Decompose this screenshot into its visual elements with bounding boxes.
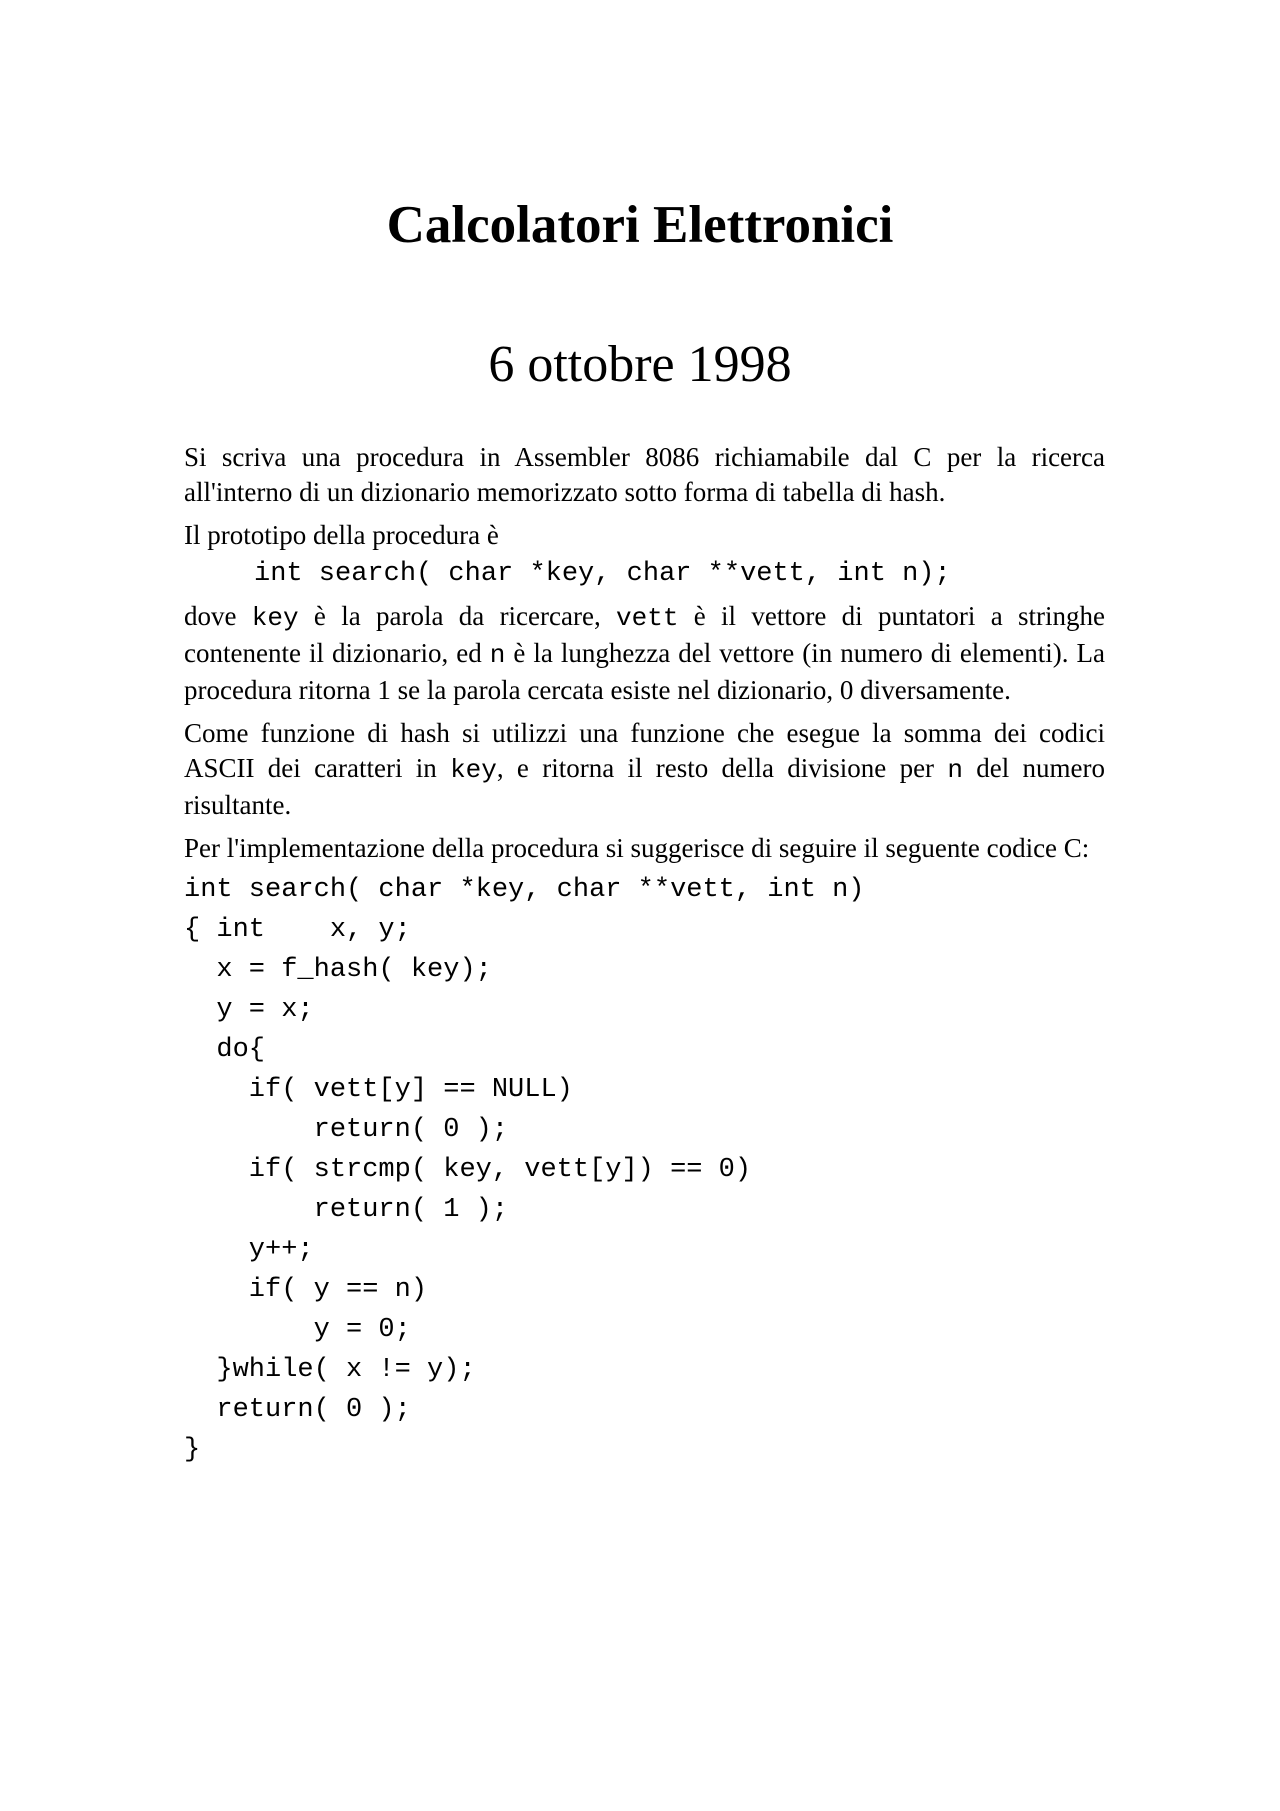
parameters-text-d: è la lunghezza del vettore (in numero di elementi). La procedura ritorna 1 se la parola cercata esiste nel dizionario, 0 diversamente. xyxy=(184,638,1106,705)
code-line: int search( char *key, char **vett, int n) xyxy=(184,875,865,905)
inline-code-n: n xyxy=(489,640,506,670)
inline-code-n: n xyxy=(947,755,963,785)
code-line: } xyxy=(184,1435,201,1465)
implementation-paragraph: Per l'implementazione della procedura si suggerisce di seguire il seguente codice C: xyxy=(184,833,1090,863)
hash-text-c: del numero risultante. xyxy=(184,753,1105,820)
code-line: y = 0; xyxy=(184,1315,411,1345)
intro-paragraph: Si scriva una procedura in Assembler 8086 richiamabile dal C per la ricerca all'interno di un dizionario memorizzato sotto forma di tabella di hash. xyxy=(184,442,1105,507)
hash-text-b: , e ritorna il resto della divisione per xyxy=(496,753,948,783)
parameters-paragraph xyxy=(184,599,1105,708)
inline-code-vett: vett xyxy=(616,603,679,633)
code-line: return( 0 ); xyxy=(184,1115,509,1145)
parameters-text-b: è la parola da ricercare, xyxy=(298,601,617,631)
code-line: return( 0 ); xyxy=(184,1395,411,1425)
code-line: { int x, y; xyxy=(184,915,411,945)
code-line: y = x; xyxy=(184,995,314,1025)
c-code-listing xyxy=(184,870,1105,1470)
parameters-text-c: è il vettore di puntatori a stringhe contenente il dizionario, ed xyxy=(184,601,1106,668)
document-title: Calcolatori Elettronici xyxy=(386,196,894,254)
prototype-intro: Il prototipo della procedura è xyxy=(184,520,499,550)
document-date: 6 ottobre 1998 xyxy=(488,336,792,393)
code-line: y++; xyxy=(184,1235,314,1265)
code-line: if( vett[y] == NULL) xyxy=(184,1075,573,1105)
hash-text-a: Come funzione di hash si utilizzi una funzione che esegue la somma dei codici ASCII dei caratteri in xyxy=(184,718,1105,783)
code-line: return( 1 ); xyxy=(184,1195,509,1225)
code-line: }while( x != y); xyxy=(184,1355,476,1385)
hash-paragraph xyxy=(184,716,1105,823)
prototype-code: int search( char *key, char **vett, int n); xyxy=(254,559,951,589)
inline-code-key: key xyxy=(251,603,299,633)
code-line: do{ xyxy=(184,1035,266,1065)
exercise-text xyxy=(184,440,1105,1470)
code-line: if( strcmp( key, vett[y]) == 0) xyxy=(184,1155,752,1185)
parameters-text-a: dove xyxy=(184,601,252,631)
code-line: if( y == n) xyxy=(184,1275,428,1305)
code-line: x = f_hash( key); xyxy=(184,955,492,985)
inline-code-key: key xyxy=(450,755,497,785)
